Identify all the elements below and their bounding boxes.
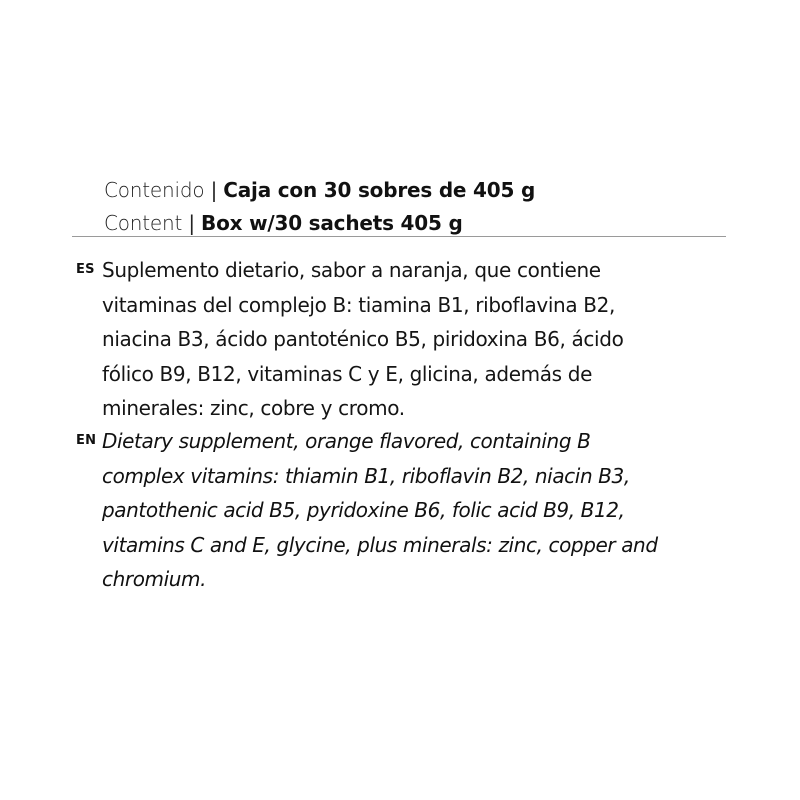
section-divider [72, 236, 726, 237]
content-value-en: Box w/30 sachets 405 g [201, 211, 463, 235]
content-label-en: Content [104, 211, 183, 235]
description-line: vitaminas del complejo B: tiamina B1, riboflavina B2, [102, 292, 616, 317]
description-line: Suplemento dietario, sabor a naranja, que contiene [102, 258, 601, 282]
description-line: fólico B9, B12, vitaminas C y E, glicina, además de [102, 361, 593, 386]
content-value-es: Caja con 30 sobres de 405 g [223, 178, 536, 202]
content-label-es: Contenido [104, 178, 205, 202]
content-separator-en: | [188, 211, 195, 235]
description-en [72, 424, 732, 597]
description-line: Dietary supplement, orange flavored, containing B [102, 429, 591, 453]
description-line: niacina B3, ácido pantoténico B5, piridoxina B6, ácido [102, 327, 624, 351]
description-line: vitamins C and E, glycine, plus minerals: zinc, copper and [102, 532, 658, 557]
description-line: complex vitamins: thiamin B1, riboflavin B2, niacin B3, [102, 463, 630, 488]
description-line: pantothenic acid B5, pyridoxine B6, folic acid B9, B12, [102, 498, 625, 522]
description-text-es [102, 253, 732, 426]
description-line: chromium. [102, 567, 207, 591]
content-separator-es: | [210, 178, 218, 202]
language-tag-en: EN [76, 433, 97, 448]
description-line: minerales: zinc, cobre y cromo. [102, 396, 405, 420]
package-content-info [104, 174, 744, 240]
description-es [72, 253, 732, 426]
language-tag-es: ES [76, 262, 95, 277]
content-line-es [104, 174, 744, 207]
description-text-en [102, 424, 732, 597]
